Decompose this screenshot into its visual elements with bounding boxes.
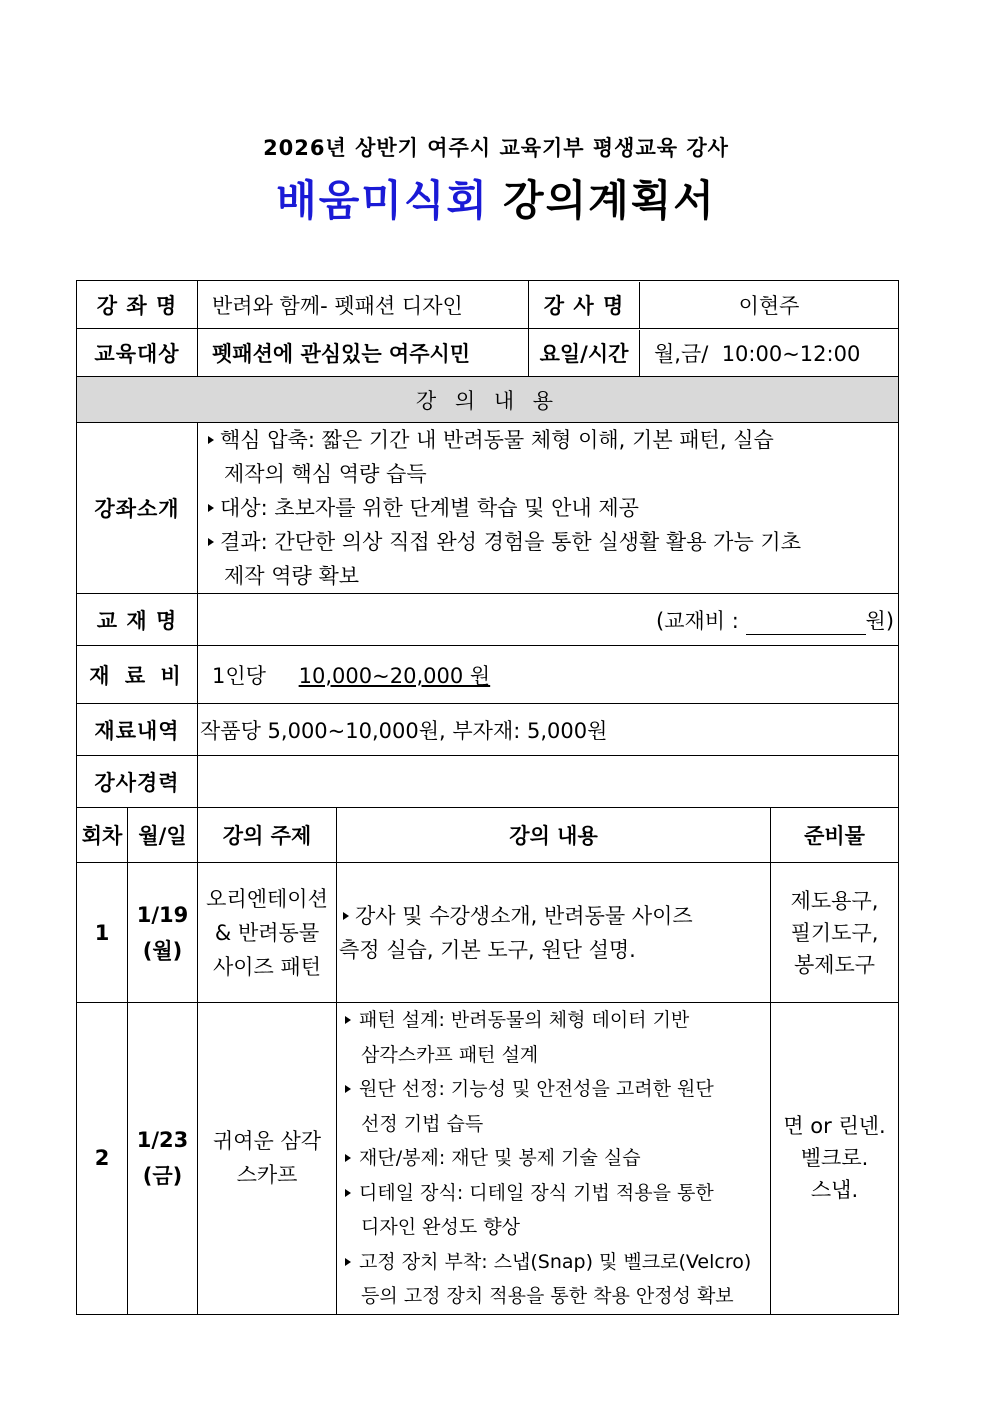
- material-fee-label: 재 료 비: [77, 646, 198, 704]
- row-course: [77, 281, 899, 329]
- content-line: 측정 실습, 기본 도구, 원단 설명.: [339, 937, 636, 962]
- document-subtitle: 2026년 상반기 여주시 교육기부 평생교육 강사: [263, 136, 729, 160]
- material-detail-label: 재료내역: [77, 704, 198, 756]
- session-number: 1: [77, 863, 128, 1003]
- prep-line: 벨크로.: [800, 1146, 869, 1171]
- textbook-fee: [198, 594, 899, 646]
- header-prep: 준비물: [771, 808, 899, 863]
- title-brand: 배움미식회: [276, 176, 489, 225]
- content-line: 등의 고정 장치 적용을 통한 착용 안정성 확보: [361, 1285, 734, 1307]
- prep-line: 제도용구,: [790, 888, 879, 913]
- document-header: [0, 132, 992, 228]
- session-topic: [198, 1003, 337, 1315]
- textbook-fee-suffix: 원): [865, 608, 895, 633]
- material-fee-value: 10,000~20,000 원: [298, 663, 491, 688]
- session-date-day: (월): [142, 938, 183, 963]
- schedule-value: 월,금/ 10:00~12:00: [654, 341, 861, 366]
- content-line: 재단/봉제: 재단 및 봉제 기술 실습: [339, 1141, 768, 1176]
- session-date: [128, 863, 198, 1003]
- prep-line: 필기도구,: [790, 920, 879, 945]
- prep-line: 면 or 린넨.: [783, 1114, 886, 1139]
- header-content: 강의 내용: [337, 808, 771, 863]
- content-line: 선정 기법 습득: [361, 1112, 484, 1135]
- target-value: 펫패션에 관심있는 여주시민: [198, 329, 529, 377]
- table-row: [77, 863, 899, 1003]
- session-content: [337, 1003, 771, 1315]
- course-label: 강 좌 명: [77, 281, 198, 329]
- intro-list: [198, 423, 899, 594]
- header-session: 회차: [77, 808, 128, 863]
- content-line: 원단 선정: 기능성 및 안전성을 고려한 원단: [339, 1072, 768, 1107]
- material-detail-value: 작품당 5,000~10,000원, 부자재: 5,000원: [198, 704, 899, 756]
- content-line: 디테일 장식: 디테일 장식 기법 적용을 통한: [339, 1176, 768, 1211]
- material-fee-prefix: 1인당: [212, 663, 266, 688]
- title-rest: 강의계획서: [503, 176, 716, 225]
- target-label: 교육대상: [77, 329, 198, 377]
- topic-line: 스카프: [236, 1163, 298, 1188]
- topic-line: 사이즈 패턴: [212, 954, 322, 979]
- instructor-label: 강 사 명: [529, 282, 640, 328]
- prep-line: 스냅.: [810, 1178, 859, 1203]
- session-date: [128, 1003, 198, 1315]
- intro-item: 핵심 압축: 짧은 기간 내 반려동물 체형 이해, 기본 패턴, 실습: [204, 423, 892, 457]
- textbook-fee-prefix: (교재비 :: [656, 608, 739, 633]
- row-target: [77, 329, 899, 377]
- content-line: 디자인 완성도 향상: [361, 1216, 520, 1238]
- row-textbook: [77, 594, 899, 646]
- session-number: 2: [77, 1003, 128, 1315]
- schedule-label: 요일/시간: [529, 330, 640, 376]
- session-prep: [771, 1003, 899, 1315]
- intro-item-continuation: 제작의 핵심 역량 습득: [224, 462, 427, 486]
- course-value: 반려와 함께- 펫패션 디자인: [198, 281, 529, 329]
- session-date-md: 1/23: [136, 1128, 189, 1153]
- material-fee: [198, 646, 899, 704]
- content-line: 삼각스카프 패턴 설계: [361, 1043, 539, 1066]
- topic-line: 귀여운 삼각: [212, 1129, 322, 1154]
- content-line: 강사 및 수강생소개, 반려동물 사이즈: [339, 899, 764, 933]
- session-date-md: 1/19: [136, 902, 189, 927]
- instructor-value: 이현주: [738, 293, 800, 318]
- table-row: [77, 1003, 899, 1315]
- lecture-plan-table: [76, 280, 899, 1315]
- career-label: 강사경력: [77, 756, 198, 808]
- session-content: [337, 863, 771, 1003]
- topic-line: & 반려동물: [214, 920, 320, 945]
- row-intro: [77, 423, 899, 594]
- topic-line: 오리엔테이션: [206, 886, 328, 911]
- intro-label: 강좌소개: [77, 423, 198, 594]
- content-band: 강 의 내 용: [77, 377, 899, 423]
- textbook-label: 교 재 명: [77, 594, 198, 646]
- row-content-band: [77, 377, 899, 423]
- content-line: 고정 장치 부착: 스냅(Snap) 및 벨크로(Velcro): [339, 1245, 768, 1280]
- intro-item-continuation: 제작 역량 확보: [224, 564, 360, 588]
- content-line: 패턴 설계: 반려동물의 체형 데이터 기반: [339, 1003, 768, 1038]
- textbook-fee-blank: [746, 612, 866, 635]
- row-material-detail: [77, 704, 899, 756]
- document-title: [0, 168, 992, 228]
- header-date: 월/일: [128, 808, 198, 863]
- session-prep: [771, 863, 899, 1003]
- career-value: [198, 756, 899, 808]
- schedule-header-row: [77, 808, 899, 863]
- session-date-day: (금): [142, 1164, 183, 1189]
- intro-item: 대상: 초보자를 위한 단계별 학습 및 안내 제공: [204, 491, 892, 525]
- intro-item: 결과: 간단한 의상 직접 완성 경험을 통한 실생활 활용 가능 기초: [204, 525, 892, 559]
- header-topic: 강의 주제: [198, 808, 337, 863]
- prep-line: 봉제도구: [793, 952, 876, 977]
- row-career: [77, 756, 899, 808]
- session-topic: [198, 863, 337, 1003]
- row-material-fee: [77, 646, 899, 704]
